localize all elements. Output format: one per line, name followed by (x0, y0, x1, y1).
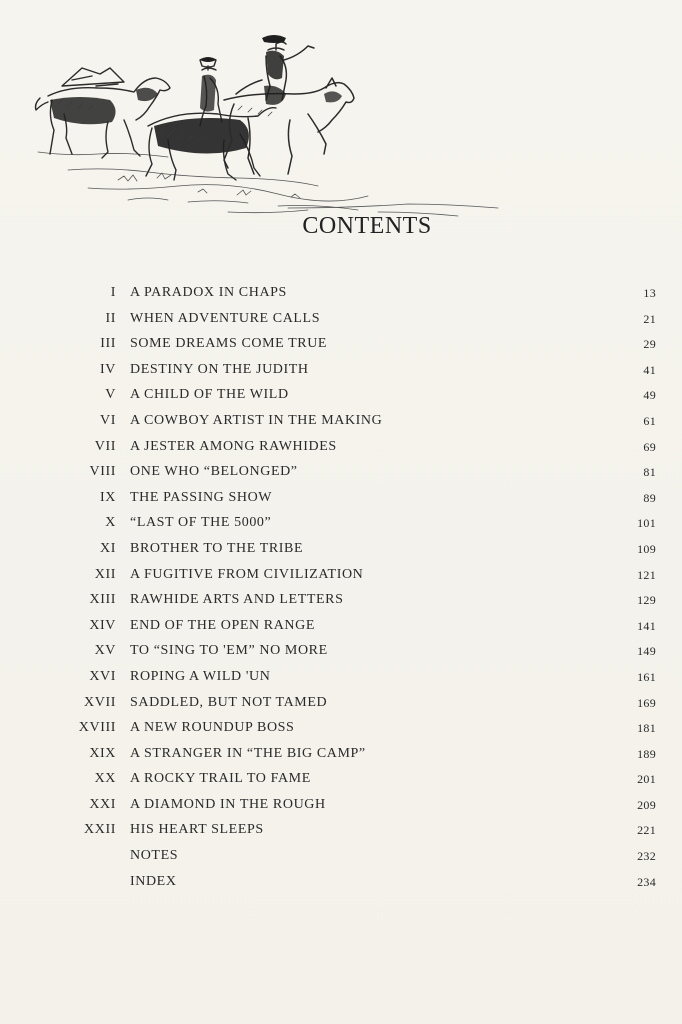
chapter-title: RAWHIDE ARTS AND LETTERS (130, 592, 344, 608)
page-number: 149 (637, 644, 656, 659)
chapter-title: TO “SING TO 'EM” NO MORE (130, 643, 328, 659)
chapter-number: VIII (89, 464, 116, 480)
toc-entry (0, 487, 682, 513)
toc-entry (0, 794, 682, 820)
toc-entry (0, 308, 682, 334)
chapter-number: XVIII (78, 720, 116, 736)
chapter-title: END OF THE OPEN RANGE (130, 617, 316, 633)
chapter-title: DESTINY ON THE JUDITH (130, 361, 309, 377)
chapter-title: A FUGITIVE FROM CIVILIZATION (130, 566, 364, 582)
toc-entry (0, 871, 682, 897)
page-number: 101 (637, 516, 656, 531)
page-number: 13 (643, 286, 656, 300)
page-number: 232 (637, 849, 656, 864)
page-number: 69 (643, 439, 656, 454)
chapter-number: XI (100, 540, 116, 556)
chapter-title: A NEW ROUNDUP BOSS (130, 720, 295, 736)
toc-entry (0, 819, 682, 845)
page-number: 141 (637, 618, 656, 633)
page-number: 209 (637, 797, 656, 812)
table-of-contents (0, 282, 682, 896)
toc-entry (0, 410, 682, 436)
toc-entry (0, 717, 682, 743)
chapter-number: XXI (89, 796, 116, 812)
page-number: 221 (637, 823, 656, 838)
chapter-title: BROTHER TO THE TRIBE (130, 540, 304, 556)
chapter-number: XXII (84, 822, 116, 838)
chapter-title: A JESTER AMONG RAWHIDES (130, 438, 337, 454)
chapter-number: XIII (89, 592, 116, 608)
toc-entry (0, 384, 682, 410)
toc-entry (0, 512, 682, 538)
toc-entry (0, 333, 682, 359)
toc-entry (0, 589, 682, 615)
chapter-title: SADDLED, BUT NOT TAMED (130, 694, 328, 710)
chapter-number: I (110, 285, 116, 300)
page-number: 234 (637, 874, 656, 889)
toc-entry (0, 615, 682, 641)
chapter-title: A DIAMOND IN THE ROUGH (130, 796, 326, 812)
page-number: 181 (637, 721, 656, 736)
toc-entry (0, 768, 682, 794)
page-number: 81 (643, 465, 656, 480)
page-title: CONTENTS (302, 213, 432, 239)
chapter-title: “LAST OF THE 5000” (130, 515, 272, 531)
chapter-number: VII (94, 438, 116, 454)
chapter-title: SOME DREAMS COME TRUE (130, 336, 328, 352)
chapter-title: A ROCKY TRAIL TO FAME (130, 771, 311, 787)
chapter-number: XX (94, 771, 116, 787)
chapter-title: A STRANGER IN “THE BIG CAMP” (130, 745, 366, 761)
chapter-title: ROPING A WILD 'UN (130, 668, 271, 684)
toc-entry (0, 461, 682, 487)
chapter-number: XII (94, 566, 116, 582)
chapter-title: A COWBOY ARTIST IN THE MAKING (130, 412, 383, 428)
chapter-title: HIS HEART SLEEPS (130, 822, 264, 838)
page-number: 129 (637, 593, 656, 608)
page-number: 201 (637, 772, 656, 787)
toc-entry (0, 845, 682, 871)
chapter-number: III (100, 336, 116, 352)
page-number: 161 (637, 669, 656, 684)
chapter-title: THE PASSING SHOW (130, 489, 273, 505)
chapter-number: XIX (89, 745, 116, 761)
chapter-number: XVI (89, 668, 116, 684)
page-number: 169 (637, 695, 656, 710)
chapter-number: XV (94, 643, 116, 659)
chapter-number: II (105, 310, 116, 326)
chapter-title: ONE WHO “BELONGED” (130, 464, 298, 480)
chapter-title: A PARADOX IN CHAPS (130, 285, 287, 300)
toc-entry (0, 666, 682, 692)
chapter-title: A CHILD OF THE WILD (130, 387, 289, 403)
page-number: 109 (637, 541, 656, 556)
page-number: 21 (643, 311, 656, 326)
toc-entry (0, 640, 682, 666)
chapter-title: INDEX (130, 873, 177, 889)
toc-entry (0, 743, 682, 769)
chapter-title: WHEN ADVENTURE CALLS (130, 310, 321, 326)
chapter-number: V (105, 387, 116, 403)
toc-entry (0, 538, 682, 564)
chapter-number: XVII (84, 694, 116, 710)
chapter-number: IX (100, 489, 116, 505)
page-number: 61 (643, 413, 656, 428)
page-number: 49 (643, 388, 656, 403)
chapter-number: X (105, 515, 116, 531)
chapter-number: VI (100, 412, 116, 428)
chapter-number: XIV (89, 617, 116, 633)
cowboys-illustration (28, 30, 503, 220)
page-number: 41 (643, 362, 656, 377)
toc-entry (0, 564, 682, 590)
chapter-number: IV (100, 361, 116, 377)
page-number: 29 (643, 337, 656, 352)
toc-entry (0, 359, 682, 385)
toc-entry (0, 282, 682, 308)
page-number: 121 (637, 567, 656, 582)
page-number: 89 (643, 490, 656, 505)
toc-entry (0, 692, 682, 718)
toc-entry (0, 436, 682, 462)
page-number: 189 (637, 746, 656, 761)
chapter-title: NOTES (130, 848, 179, 864)
